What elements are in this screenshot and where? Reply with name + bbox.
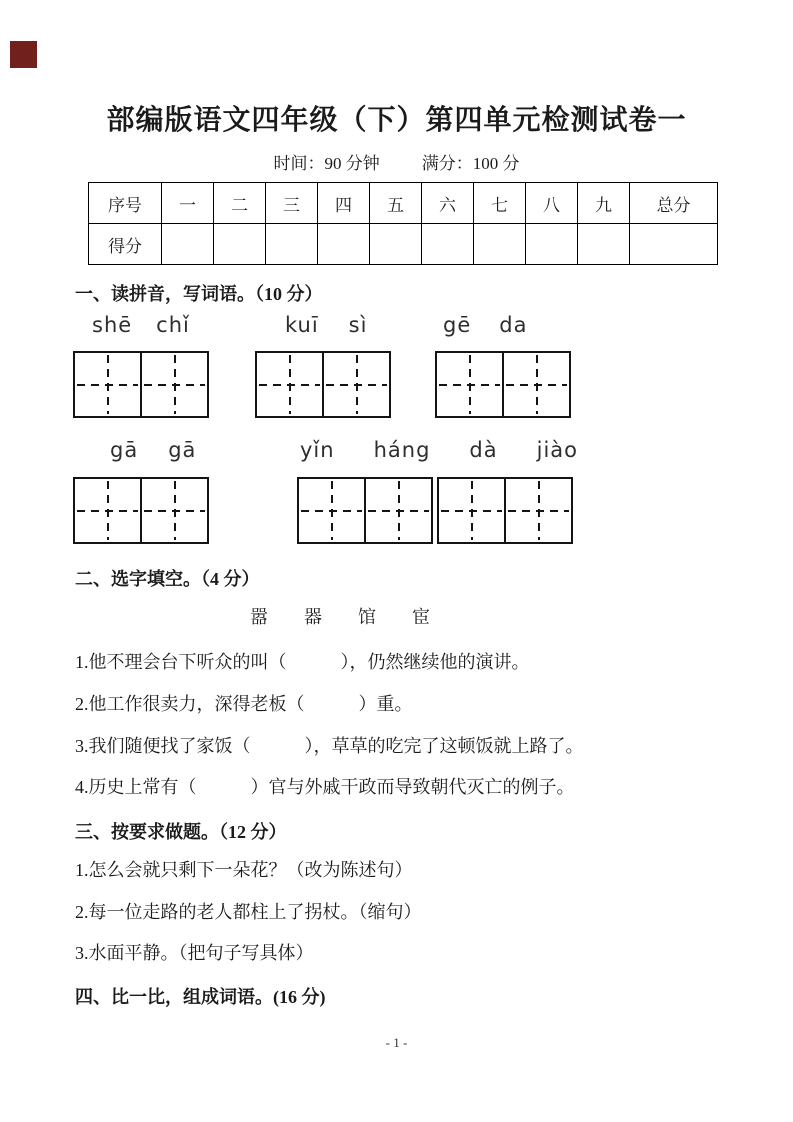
page-number: - 1 - <box>385 1035 408 1050</box>
choice-character: 馆 <box>358 607 376 627</box>
writing-grid-group <box>255 351 391 418</box>
tianzige-box <box>502 351 571 418</box>
pinyin-group <box>92 313 190 337</box>
dash-line-vertical <box>289 355 291 414</box>
pinyin-syllable: jiào <box>536 438 578 462</box>
corner-logo-mark <box>10 41 37 68</box>
dash-line-vertical <box>398 481 400 540</box>
writing-grid-group <box>73 351 209 418</box>
writing-grid-group <box>297 477 433 544</box>
dash-line-vertical <box>536 355 538 414</box>
writing-grid-group <box>73 477 209 544</box>
dash-line-vertical <box>107 481 109 540</box>
pinyin-syllable: gā <box>168 438 197 462</box>
score-table-header-cell: 二 <box>214 183 266 224</box>
score-table-header-cell: 五 <box>370 183 422 224</box>
dash-line-vertical <box>471 481 473 540</box>
rewrite-sentence-item: 3.水面平静。（把句子写具体） <box>75 943 314 963</box>
score-cell-empty <box>162 224 214 265</box>
tianzige-box <box>322 351 391 418</box>
pinyin-syllable: da <box>499 313 528 337</box>
rewrite-sentence-item: 2.每一位走路的老人都柱上了拐杖。（缩句） <box>75 902 422 922</box>
score-table-header-cell: 八 <box>526 183 578 224</box>
score-row-label: 得分 <box>89 224 162 265</box>
pinyin-group <box>300 438 578 462</box>
score-cell-empty <box>266 224 318 265</box>
score-table-header-cell: 三 <box>266 183 318 224</box>
score-cell-empty <box>422 224 474 265</box>
choice-character: 器 <box>304 607 322 627</box>
tianzige-box <box>435 351 504 418</box>
score-cell-empty <box>370 224 422 265</box>
fill-blank-sentence: 3.我们随便找了家饭（ ），草草的吃完了这顿饭就上路了。 <box>75 736 584 756</box>
tianzige-box <box>255 351 324 418</box>
dash-line-vertical <box>469 355 471 414</box>
dash-line-vertical <box>107 355 109 414</box>
fill-blank-sentence: 2.他工作很卖力，深得老板（ ）重。 <box>75 694 413 714</box>
dash-line-vertical <box>174 481 176 540</box>
choice-character: 宦 <box>412 607 430 627</box>
dash-line-vertical <box>331 481 333 540</box>
pinyin-syllable: gā <box>110 438 139 462</box>
pinyin-group <box>285 313 367 337</box>
score-table-header-cell: 六 <box>422 183 474 224</box>
score-table-header-cell: 总分 <box>630 183 718 224</box>
score-table-header-cell: 七 <box>474 183 526 224</box>
score-cell-empty <box>318 224 370 265</box>
paper-title: 部编版语文四年级（下）第四单元检测试卷一 <box>106 105 687 136</box>
pinyin-group <box>443 313 527 337</box>
writing-grid-group <box>437 477 573 544</box>
pinyin-syllable: kuī <box>285 313 319 337</box>
fill-blank-sentence: 4.历史上常有（ ）官与外戚干政而导致朝代灭亡的例子。 <box>75 777 575 797</box>
pinyin-syllable: gē <box>443 313 472 337</box>
score-cell-empty <box>526 224 578 265</box>
section1-heading: 一、读拼音，写词语。（10 分） <box>75 284 323 304</box>
dash-line-vertical <box>538 481 540 540</box>
dash-line-vertical <box>174 355 176 414</box>
pinyin-syllable: háng <box>373 438 431 462</box>
pinyin-syllable: chǐ <box>156 313 190 337</box>
tianzige-box <box>437 477 506 544</box>
tianzige-box <box>73 477 142 544</box>
score-cell-empty <box>214 224 266 265</box>
score-table-header-cell: 九 <box>578 183 630 224</box>
pinyin-group <box>110 438 196 462</box>
paper-subtitle <box>0 149 793 174</box>
score-table-header-cell: 一 <box>162 183 214 224</box>
pinyin-syllable: shē <box>92 313 133 337</box>
choice-character-row <box>250 603 430 629</box>
time-limit-label: 时间：90 分钟 <box>273 154 380 173</box>
tianzige-box <box>140 477 209 544</box>
rewrite-sentence-item: 1.怎么会就只剩下一朵花？（改为陈述句） <box>75 860 413 880</box>
score-table <box>88 182 718 265</box>
score-table-header-row <box>89 183 718 224</box>
tianzige-box <box>504 477 573 544</box>
tianzige-box <box>364 477 433 544</box>
score-table-header-cell: 四 <box>318 183 370 224</box>
section2-heading: 二、选字填空。（4 分） <box>75 569 260 589</box>
fill-blank-sentence: 1.他不理会台下听众的叫（ ），仍然继续他的演讲。 <box>75 652 530 672</box>
score-cell-empty <box>630 224 718 265</box>
tianzige-box <box>140 351 209 418</box>
writing-grid-group <box>435 351 571 418</box>
choice-character: 嚣 <box>250 607 268 627</box>
section4-heading: 四、比一比，组成词语。(16 分) <box>75 987 326 1007</box>
score-cell-empty <box>474 224 526 265</box>
dash-line-vertical <box>356 355 358 414</box>
tianzige-box <box>73 351 142 418</box>
section3-heading: 三、按要求做题。（12 分） <box>75 822 287 842</box>
full-score-label: 满分：100 分 <box>421 154 520 173</box>
score-cell-empty <box>578 224 630 265</box>
score-table-score-row <box>89 224 718 265</box>
pinyin-syllable: dà <box>469 438 498 462</box>
pinyin-syllable: sì <box>348 313 368 337</box>
pinyin-syllable: yǐn <box>300 438 335 462</box>
score-table-header-cell: 序号 <box>89 183 162 224</box>
tianzige-box <box>297 477 366 544</box>
